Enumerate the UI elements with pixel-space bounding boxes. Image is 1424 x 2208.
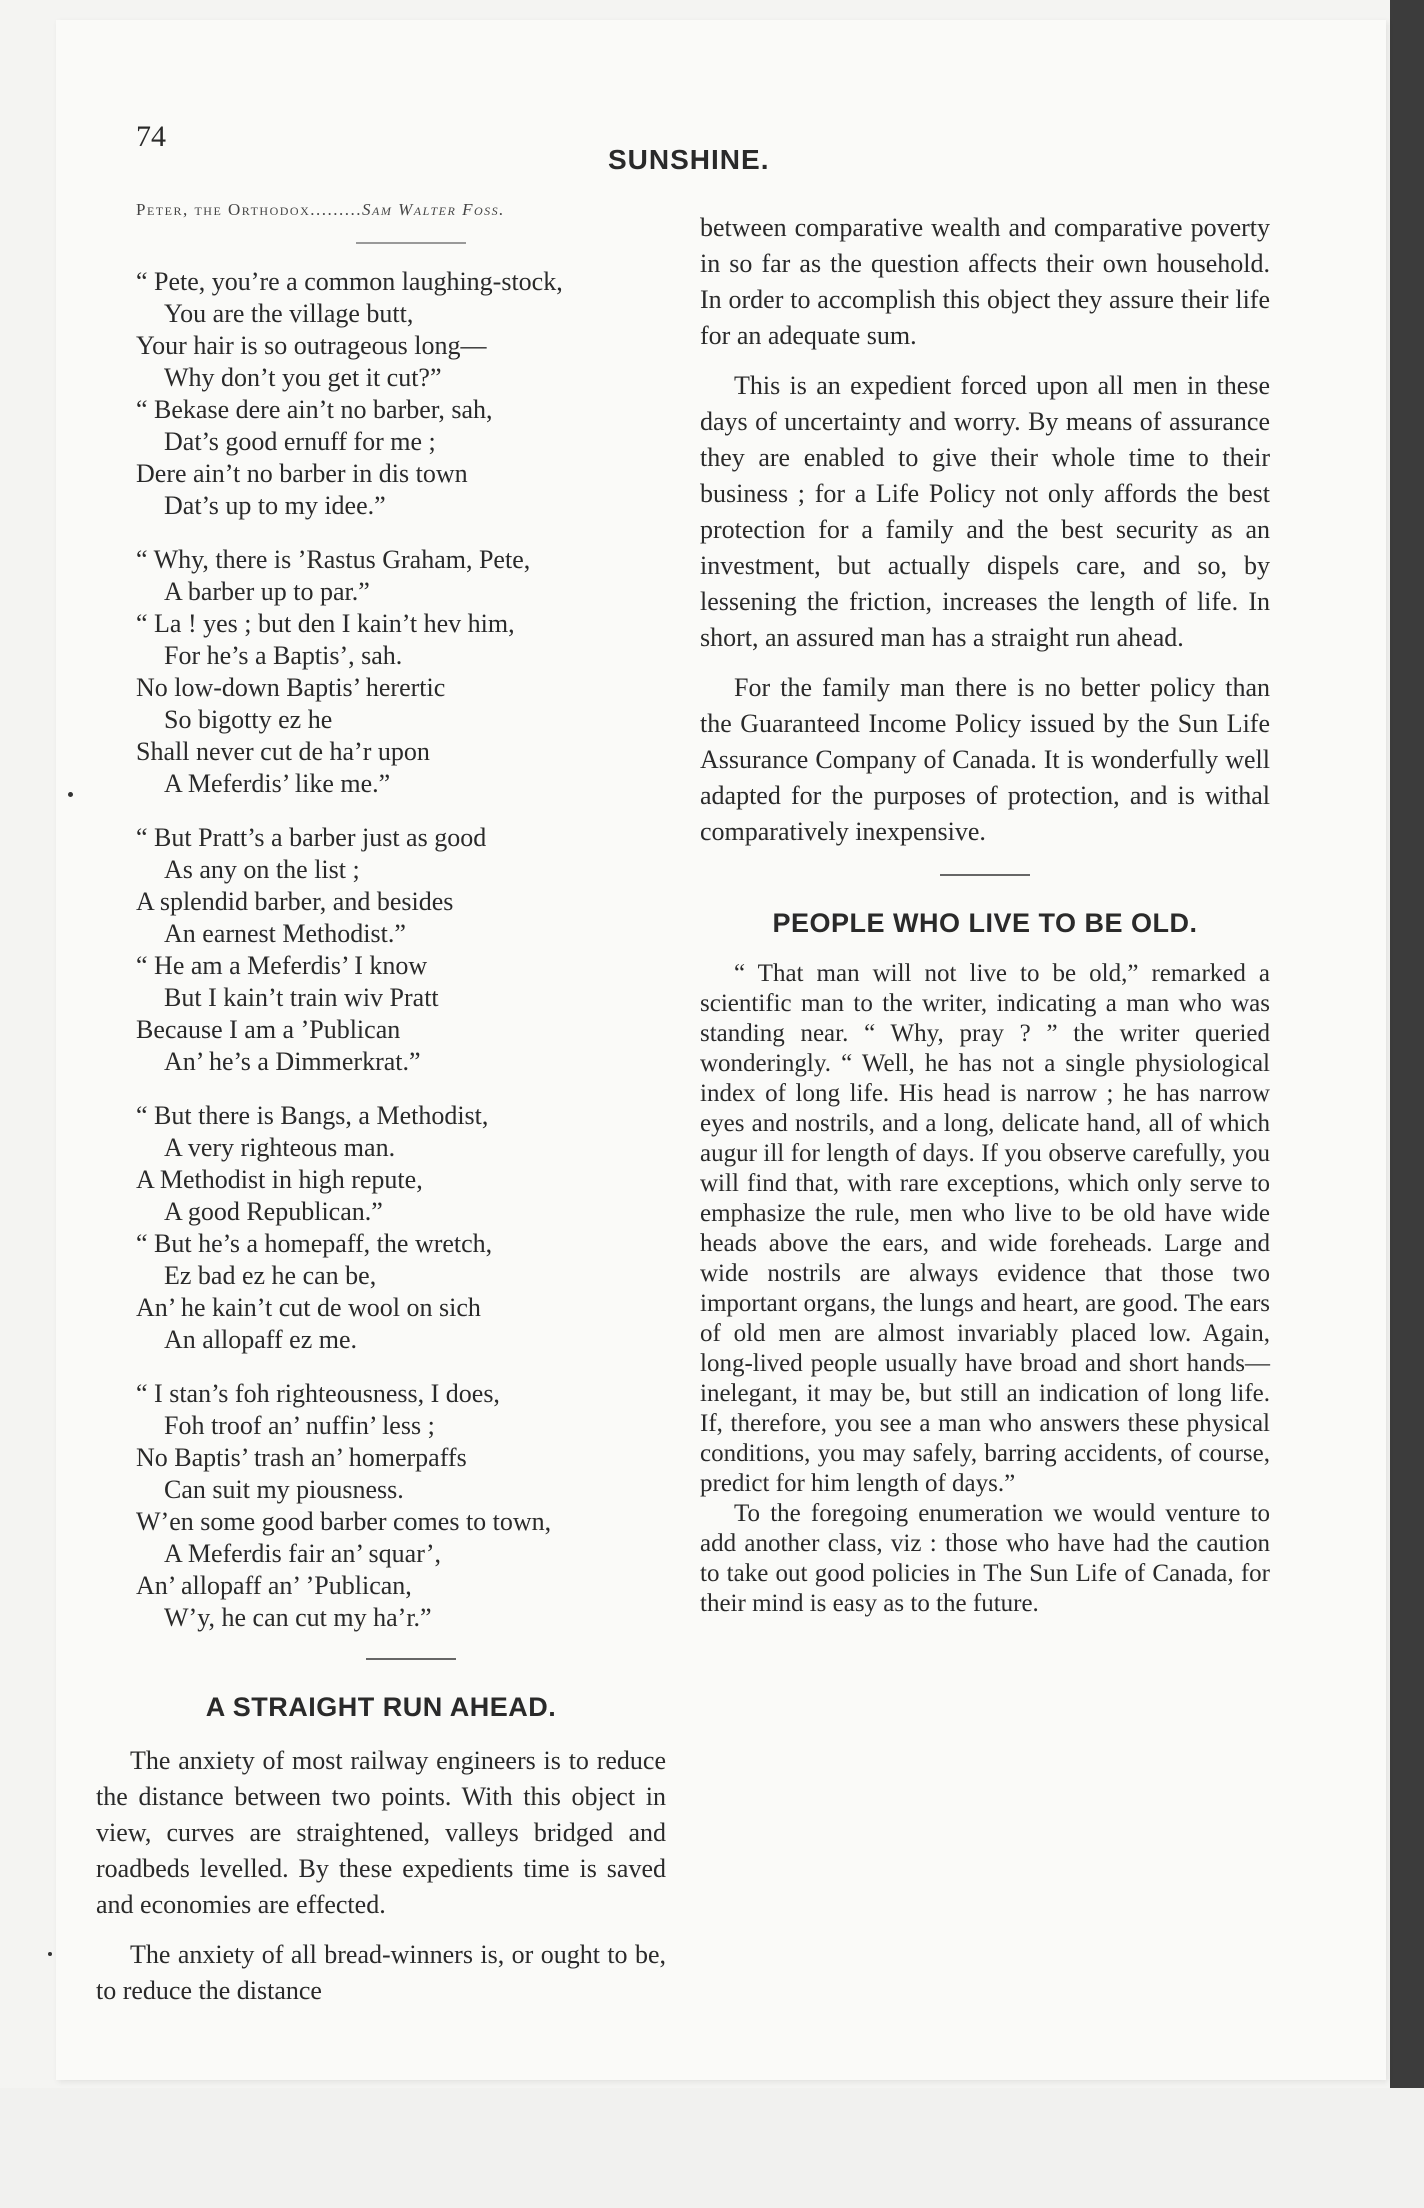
poem-line: Shall never cut de ha’r upon (136, 737, 430, 766)
paragraph: The anxiety of most railway engineers is to reduce the distance between two points. With this object in view, curves are straightened, valleys bridged and roadbeds levelled. By these expedients time is saved and economies are effected. (96, 1746, 666, 1919)
divider (366, 1658, 456, 1660)
scan-edge-dark (1390, 0, 1424, 2208)
running-title: SUNSHINE. (608, 144, 770, 175)
poem-line: As any on the list ; (164, 855, 360, 884)
poem-line: Foh troof an’ nuffin’ less ; (164, 1411, 435, 1440)
poem-line: An’ he kain’t cut de wool on sich (136, 1293, 481, 1322)
poem-line: A Methodist in high repute, (136, 1165, 423, 1194)
poem-line: For he’s a Baptis’, sah. (164, 641, 403, 670)
poem-line: A good Republican.” (164, 1197, 383, 1226)
section-heading: A STRAIGHT RUN AHEAD. (205, 1692, 557, 1722)
paragraph: The anxiety of all bread-winners is, or ought to be, to reduce the distance (96, 1940, 666, 2005)
poem-author: Sam Walter Foss. (362, 200, 505, 219)
poem-stanza (136, 1100, 666, 1356)
paragraph: This is an expedient forced upon all men in these days of uncertainty and worry. By means of assurance they are enabled to give their whole time to their business ; for a Life Policy not only affords the best protection for a family and the best security as an investment, but actually dispels care, and so, by lessening the friction, increases the length of life. In short, an assured man has a straight run ahead. (700, 371, 1270, 652)
poem-stanza (136, 544, 666, 800)
poem-line: Dere ain’t no barber in dis town (136, 459, 468, 488)
paragraph: between comparative wealth and comparative poverty in so far as the question affects their own household. In order to accomplish this object they assure their life for an adequate sum. (700, 213, 1270, 350)
poem-line: “ La ! yes ; but den I kain’t hev him, (136, 609, 515, 638)
poem-line: A Meferdis fair an’ squar’, (164, 1539, 441, 1568)
poem-line: “ But he’s a homepaff, the wretch, (136, 1229, 493, 1258)
scan-speck (68, 792, 73, 797)
page-number: 74 (136, 120, 166, 153)
poem-line: “ Bekase dere ain’t no barber, sah, (136, 395, 493, 424)
article-straight-run (96, 1743, 666, 2009)
poem-line: An allopaff ez me. (164, 1325, 357, 1354)
poem-line: A very righteous man. (164, 1133, 396, 1162)
paragraph: “ That man will not live to be old,” remarked a scientific man to the writer, indicating a man who was standing near. “ Why, pray ? ” the writer queried wonderingly. “ Well, he has not a single physiological index of long life. His head is narrow ; he has narrow eyes and nostrils, and a long, delicate hand, all of which augur ill for length of days. If you observe carefully, you will find that, with rare exceptions, which only serve to emphasize the rule, men who live to be old have wide heads above the ears, and wide foreheads. Large and wide nostrils are always evidence that those two important organs, the lungs and heart, are good. The ears of old men are almost invariably placed low. Again, long-lived people usually have broad and short hands—inelegant, it may be, but still an indication of long life. If, therefore, you see a man who answers these physical conditions, you may safely, barring accidents, of course, predict for him length of days.” (700, 960, 1270, 1497)
poem-line: A splendid barber, and besides (136, 887, 454, 916)
right-column (700, 210, 1270, 1619)
scan-margin-bottom (0, 2088, 1424, 2208)
poem-line: An’ he’s a Dimmerkrat.” (164, 1047, 421, 1076)
divider (356, 242, 466, 244)
article-people-old (700, 959, 1270, 1619)
poem-line: An’ allopaff an’ ’Publican, (136, 1571, 412, 1600)
poem-line: Because I am a ’Publican (136, 1015, 401, 1044)
paragraph: To the foregoing enumeration we would venture to add another class, viz : those who have had the caution to take out good policies in The Sun Life of Canada, for their mind is easy as to the future. (700, 1500, 1270, 1617)
poem-stanza (136, 822, 666, 1078)
poem-line: But I kain’t train wiv Pratt (164, 983, 439, 1012)
poem-line: A barber up to par.” (164, 577, 370, 606)
article-straight-run-continued (700, 210, 1270, 850)
poem-line: “ I stan’s foh righteousness, I does, (136, 1379, 500, 1408)
poem-line: No low-down Baptis’ herertic (136, 673, 446, 702)
divider (940, 874, 1030, 876)
poem-line: A Meferdis’ like me.” (164, 769, 391, 798)
poem-line: No Baptis’ trash an’ homerpaffs (136, 1443, 467, 1472)
poem-line: Dat’s up to my idee.” (164, 491, 386, 520)
section-heading: PEOPLE WHO LIVE TO BE OLD. (772, 908, 1198, 938)
poem (136, 266, 666, 1634)
poem-line: So bigotty ez he (164, 705, 333, 734)
poem-line: “ But there is Bangs, a Methodist, (136, 1101, 489, 1130)
poem-line: “ Why, there is ’Rastus Graham, Pete, (136, 545, 531, 574)
poem-line: An earnest Methodist.” (164, 919, 406, 948)
poem-line: W’y, he can cut my ha’r.” (164, 1603, 432, 1632)
poem-line: Can suit my piousness. (164, 1475, 404, 1504)
poem-title: Peter, the Orthodox......... (136, 200, 362, 219)
poem-line: You are the village butt, (164, 299, 414, 328)
poem-stanza (136, 266, 666, 522)
poem-line: Dat’s good ernuff for me ; (164, 427, 436, 456)
poem-stanza (136, 1378, 666, 1634)
poem-line: “ But Pratt’s a barber just as good (136, 823, 487, 852)
poem-line: Your hair is so outrageous long— (136, 331, 487, 360)
left-column (96, 200, 666, 2023)
poem-line: Why don’t you get it cut?” (164, 363, 442, 392)
scan-speck (48, 1952, 52, 1956)
poem-attribution (136, 200, 666, 220)
paragraph: For the family man there is no better policy than the Guaranteed Income Policy issued by the Sun Life Assurance Company of Canada. It is wonderfully well adapted for the purposes of protection, and is withal comparatively inexpensive. (700, 673, 1270, 846)
poem-line: “ He am a Meferdis’ I know (136, 951, 428, 980)
poem-line: “ Pete, you’re a common laughing-stock, (136, 267, 563, 296)
poem-line: W’en some good barber comes to town, (136, 1507, 552, 1536)
poem-line: Ez bad ez he can be, (164, 1261, 377, 1290)
